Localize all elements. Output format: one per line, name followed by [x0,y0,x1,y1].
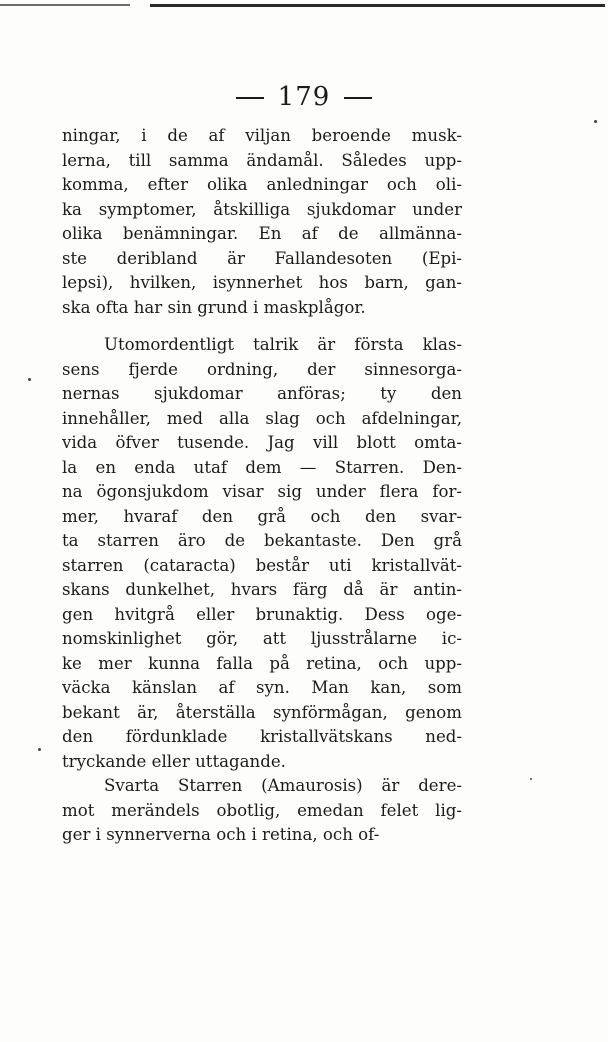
text-line: vida öfver tusende. Jag vill blott omta- [62,433,462,452]
margin-speck [594,120,597,123]
text-line: skans dunkelhet, hvars färg då är antin- [62,580,462,599]
text-line: ste deribland är Fallandesoten (Epi- [62,248,462,268]
text-line: den fördunklade kristallvätskans ned- [62,727,462,746]
header-dash-right [344,97,372,99]
margin-speck [28,378,31,381]
text-line: ska ofta har sin grund i maskplågor. [62,297,366,317]
top-edge-mark [0,4,130,6]
text-line: bekant är, återställa synförmågan, genom [62,702,462,722]
text-line: mot merändels obotlig, emedan felet lig- [62,800,462,820]
text-line: komma, efter olika anledningar och oli- [62,175,462,194]
text-line: Utomordentligt talrik är första klas- [104,335,462,354]
text-line: sens fjerde ordning, der sinnesorga- [62,359,462,379]
text-line: mer, hvaraf den grå och den svar- [62,506,462,526]
text-line: ta starren äro de bekantaste. Den grå [62,531,462,550]
text-line: ningar, i de af viljan beroende musk- [62,126,462,145]
text-line: nernas sjukdomar anföras; ty den [62,384,462,403]
header-dash-left [236,97,264,99]
top-edge-rule [150,4,605,7]
text-line: gen hvitgrå eller brunaktig. Dess oge- [62,604,462,624]
text-line: tryckande eller uttagande. [62,751,286,771]
page-number: 179 [277,82,331,112]
margin-speck [530,778,532,780]
paragraph-2 [62,333,462,774]
text-line: la en enda utaf dem — Starren. Den- [62,457,462,477]
paragraph-3 [62,774,462,848]
margin-speck [38,748,41,751]
text-line: olika benämningar. En af de allmänna- [62,224,462,243]
text-line: na ögonsjukdom visar sig under flera for- [62,482,462,501]
text-line: lerna, till samma ändamål. Således upp- [62,150,462,170]
text-line: väcka känslan af syn. Man kan, som [62,678,462,697]
text-line: lepsi), hvilken, isynnerhet hos barn, gan- [62,273,462,292]
text-line: ka symptomer, åtskilliga sjukdomar under [62,199,462,219]
page-header [0,82,608,112]
text-line: starren (cataracta) består uti kristallvät- [62,555,462,575]
paragraph-1 [62,124,462,320]
text-line: nomskinlighet gör, att ljusstrålarne ic- [62,629,462,648]
text-line: ger i synnerverna och i retina, och of- [62,825,380,844]
text-line: innehåller, med alla slag och afdelningar, [62,408,462,428]
text-line: ke mer kunna falla på retina, och upp- [62,653,462,673]
text-line: Svarta Starren (Amaurosis) är dere- [104,776,462,795]
